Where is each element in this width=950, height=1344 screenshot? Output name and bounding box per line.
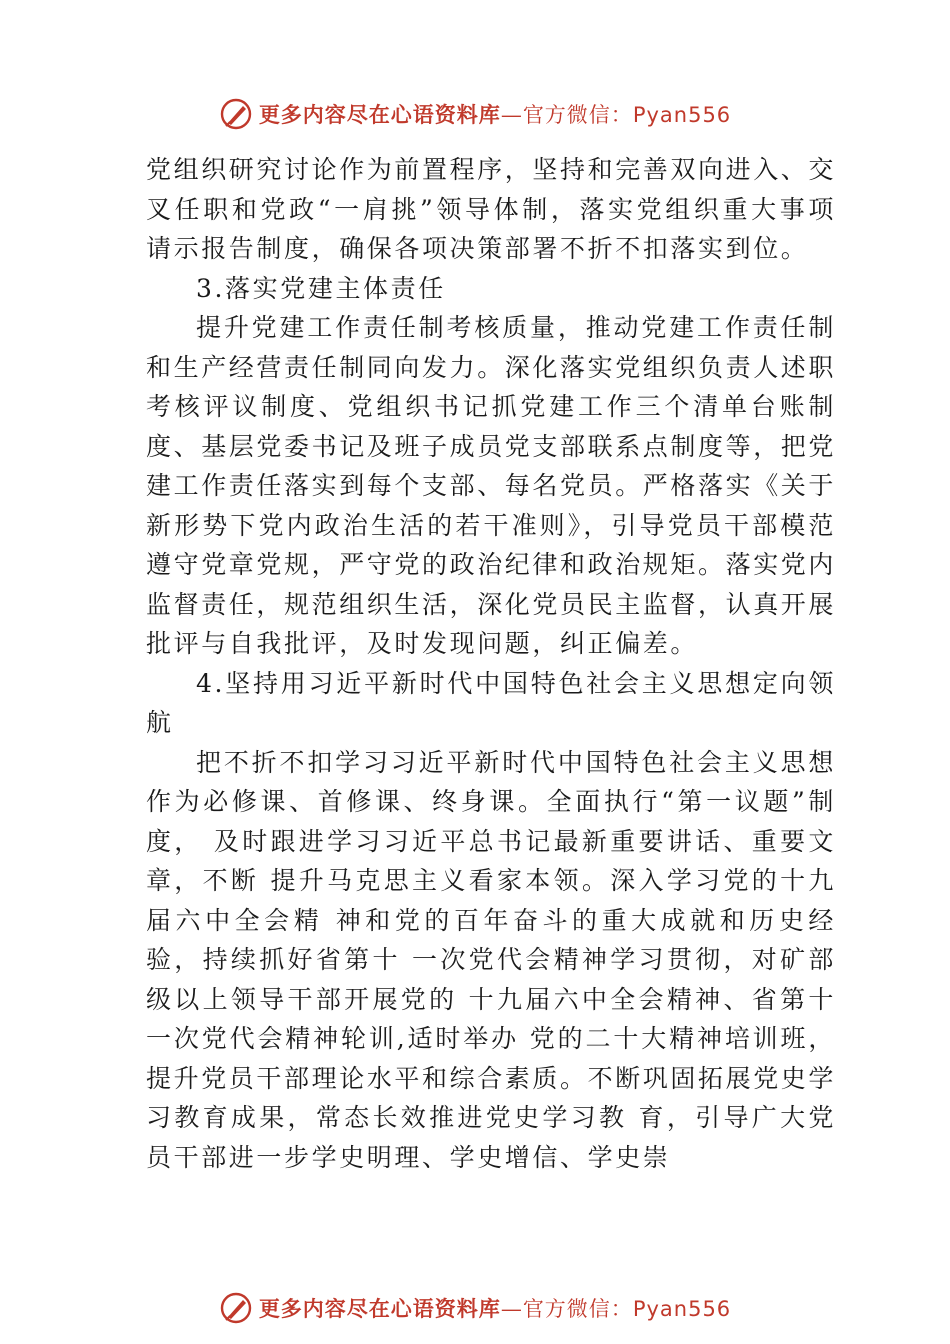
quill-logo-icon — [219, 97, 253, 131]
banner-text: 更多内容尽在心语资料库—官方微信：Pyan556 — [258, 102, 732, 127]
section-heading-4: 4.坚持用习近平新时代中国特色社会主义思想定向领航 — [146, 668, 836, 737]
header-banner — [0, 96, 950, 132]
paragraph-continuation: 党组织研究讨论作为前置程序，坚持和完善双向进入、交叉任职和党政“一肩挑”领导体制，落实党组织重大事项请示报告制度，确保各项决策部署不折不扣落实到位。 — [146, 155, 837, 263]
paragraph-body: 提升党建工作责任制考核质量，推动党建工作责任制和生产经营责任制同向发力。深化落实党组织负责人述职考核评议制度、党组织书记抓党建工作三个清单台账制度、基层党委书记及班子成员党支部联系点制度等，把党建工作责任落实到每个支部、每名党员。严格落实《关于新形势下党内政治生活的若干准则》，引导党员干部模范遵守党章党规，严守党的政治纪律和政治规矩。落实党内监督责任，规范组织生活，深化党员民主监督，认真开展批评与自我批评，及时发现问题，纠正偏差。 — [146, 313, 837, 658]
footer-banner — [0, 1290, 950, 1326]
quill-logo-icon — [219, 1291, 253, 1325]
section-heading-3: 3.落实党建主体责任 — [196, 273, 446, 303]
paragraph-body: 把不折不扣学习习近平新时代中国特色社会主义思想作为必修课、首修课、终身课。全面执行“第一议题”制度， 及时跟进学习习近平总书记最新重要讲话、重要文章，不断 提升马克思主义看家本领。深入学习党的十九届六中全会精 神和党的百年奋斗的重大成就和历史经验，持续抓好省第十 一次党代会精神学习贯彻，对矿部级以上领导干部开展党的 十九届六中全会精神、省第十一次党代会精神轮训,适时举办 党的二十大精神培训班，提升党员干部理论水平和综合素质。不断巩固拓展党史学习教育成果，常态长效推进党史学习教 育，引导广大党员干部进一步学史明理、学史增信、学史崇 — [146, 747, 837, 1172]
document-body — [146, 150, 836, 1177]
banner-text: 更多内容尽在心语资料库—官方微信：Pyan556 — [258, 1296, 732, 1321]
